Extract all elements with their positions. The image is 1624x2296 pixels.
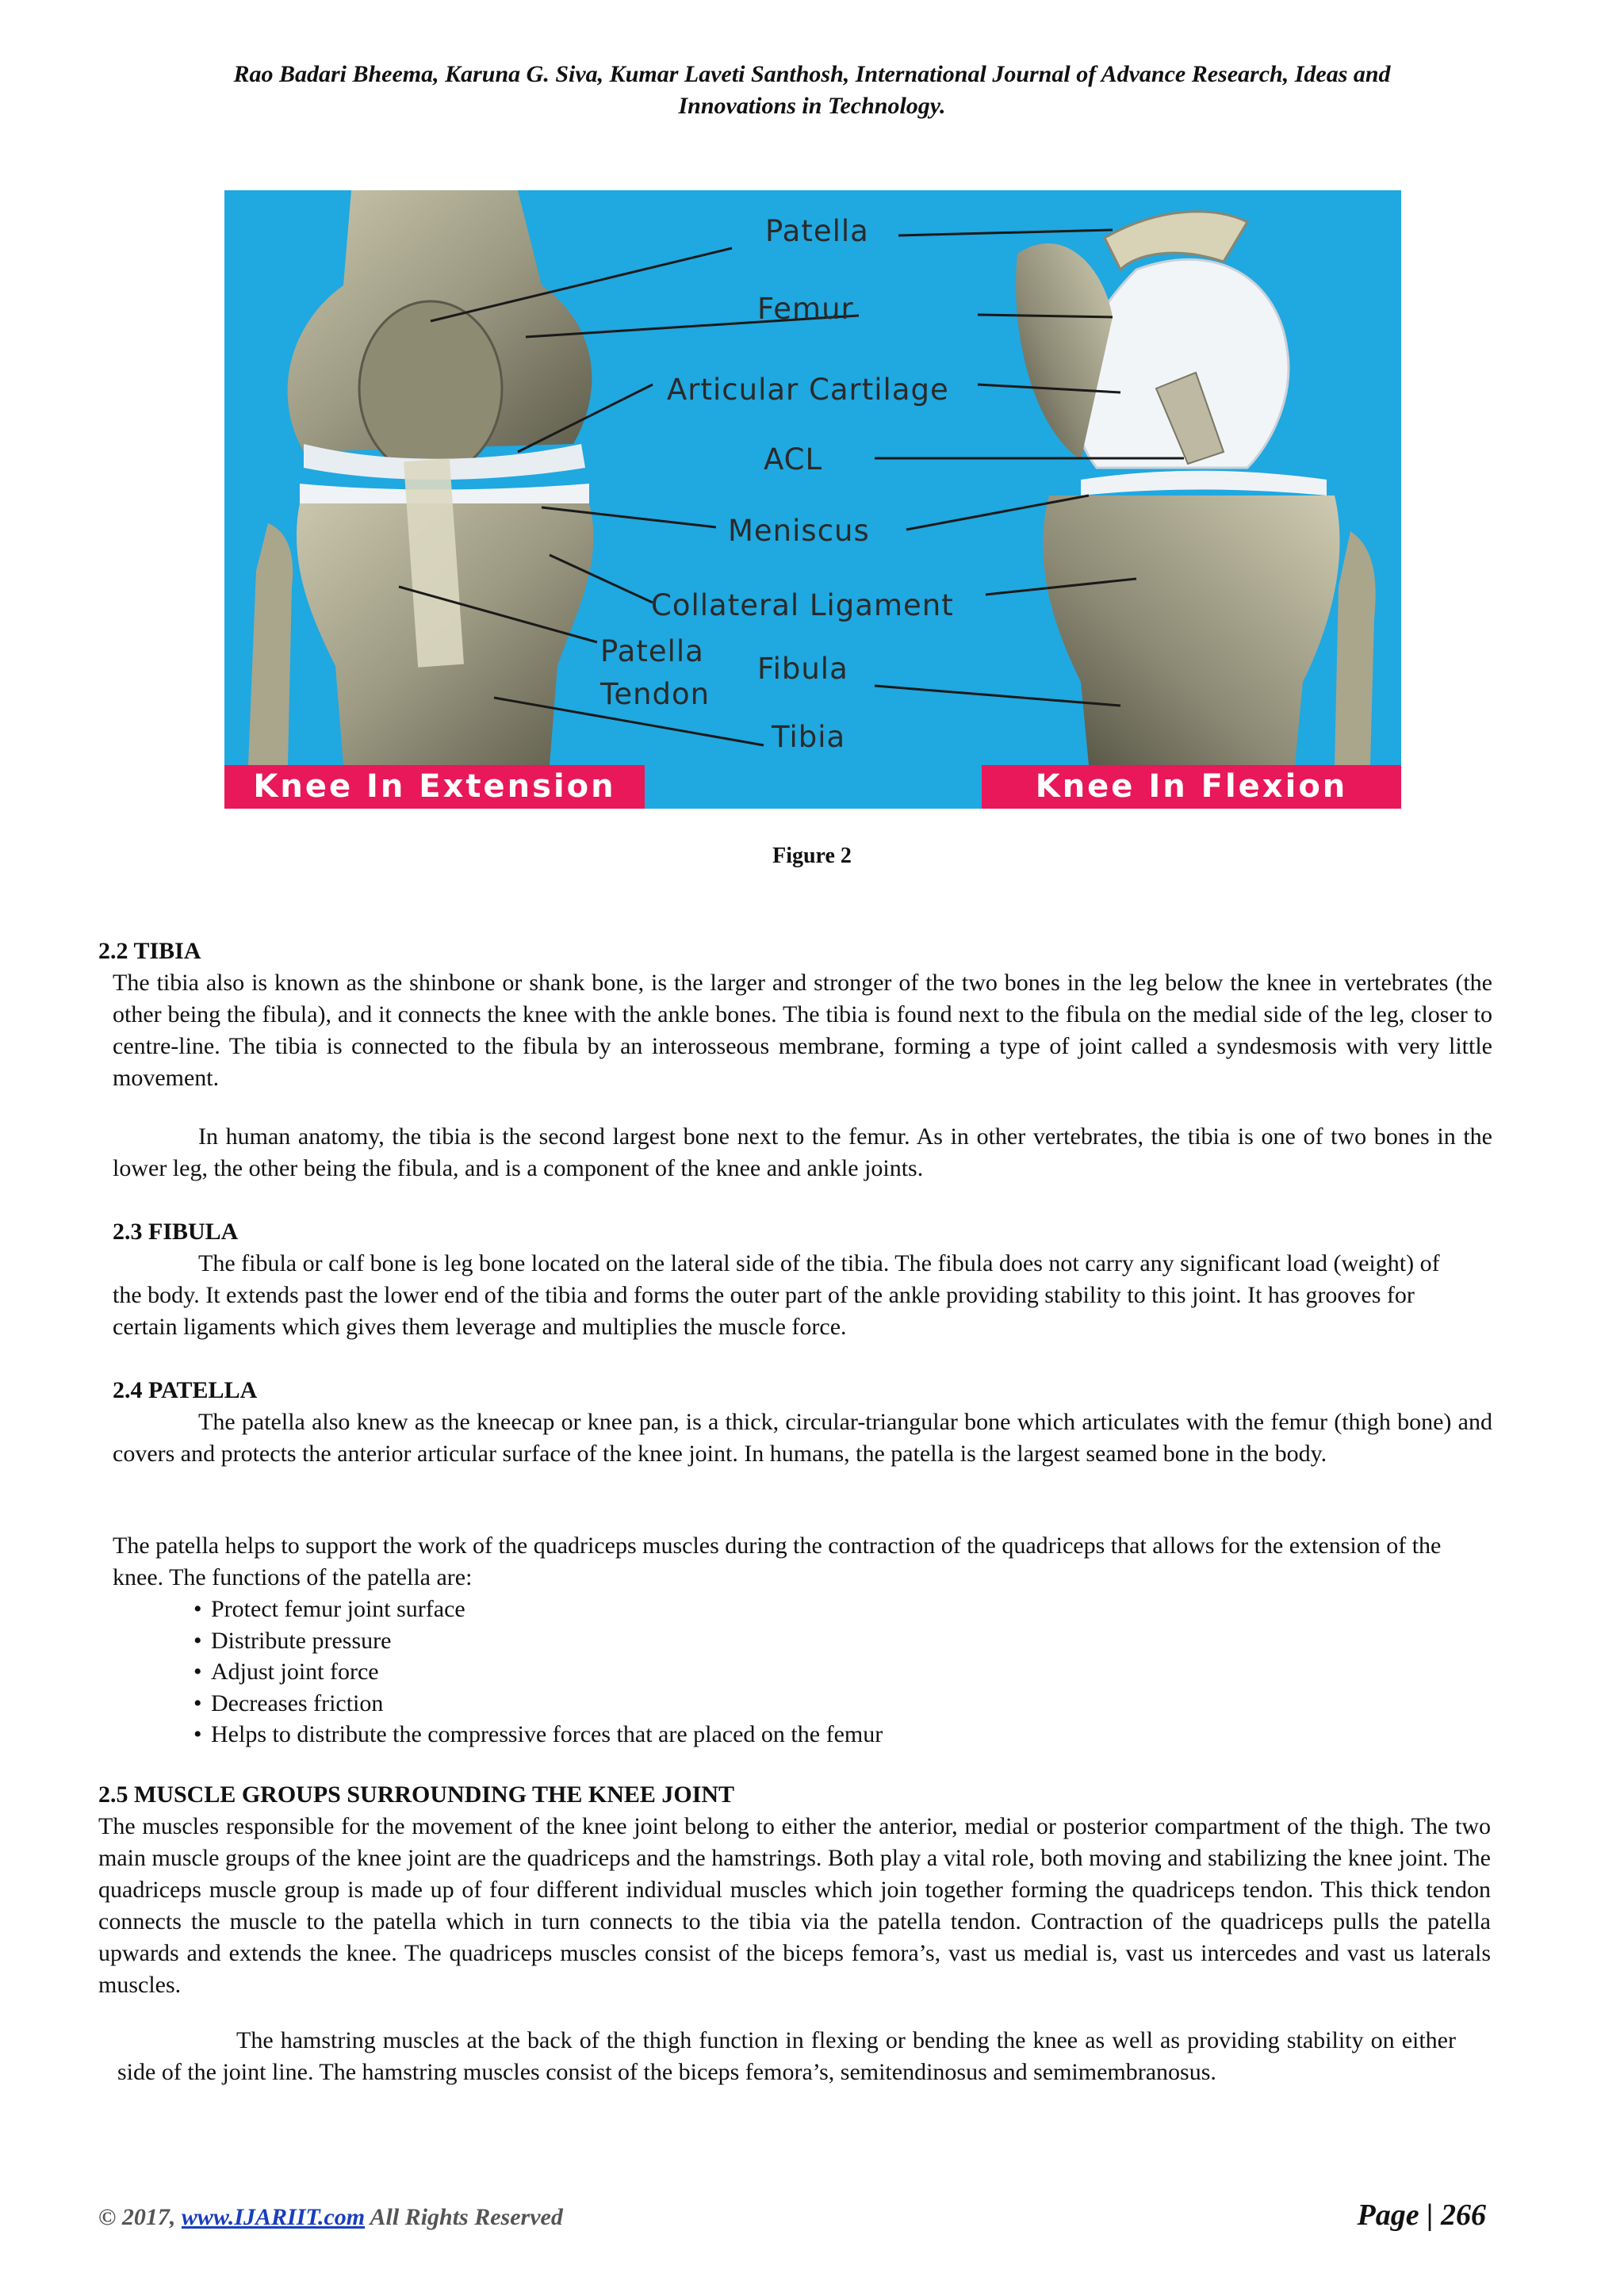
banner-knee-flexion: Knee In Flexion <box>982 765 1401 809</box>
heading-tibia: 2.2 TIBIA <box>98 938 201 964</box>
rights-text: All Rights Reserved <box>370 2204 563 2230</box>
running-header <box>119 59 1505 122</box>
right-meniscus <box>1081 471 1327 496</box>
figure-caption: Figure 2 <box>772 844 852 868</box>
label-articular-cartilage: Articular Cartilage <box>667 373 949 407</box>
label-patella-tendon-1: Patella <box>600 634 704 668</box>
header-line-1: Rao Badari Bheema, Karuna G. Siva, Kumar Laveti Santhosh, International Journal of Advance Research, Ideas and <box>233 61 1391 87</box>
tibia-paragraph-1: The tibia also is known as the shinbone or shank bone, is the larger and stronger of the two bones in the leg below the knee in vertebrates (the other being the fibula), and it connects the knee with the ankle bones. The tibia is found next to the fibula on the medial side of the leg, closer to centre-line. The tibia is connected to the fibula by an interosseous membrane, forming a type of joint called a syndesmosis with very little movement. <box>113 970 1492 1091</box>
label-collateral-ligament: Collateral Ligament <box>651 588 954 622</box>
left-patella <box>359 301 502 476</box>
heading-fibula: 2.3 FIBULA <box>113 1219 239 1245</box>
page-number: Page | 266 <box>1357 2198 1486 2232</box>
site-link[interactable]: www.IJARIIT.com <box>181 2204 366 2230</box>
bullet-icon: • <box>193 1721 202 1747</box>
header-line-2: Innovations in Technology. <box>678 93 946 119</box>
list-item: • Decreases friction <box>193 1688 883 1720</box>
list-item: • Adjust joint force <box>193 1656 883 1688</box>
label-fibula: Fibula <box>757 652 848 686</box>
banner-knee-extension: Knee In Extension <box>224 765 645 809</box>
heading-muscle-groups: 2.5 MUSCLE GROUPS SURROUNDING THE KNEE JOINT <box>98 1781 735 1808</box>
fibula-paragraph-1: The fibula or calf bone is leg bone located on the lateral side of the tibia. The fibula does not carry any significant load (weight) of the body. It extends past the lower end of the tibia and forms the outer part of the ankle providing stability to this joint. It has grooves for certain ligaments which gives them leverage and multiplies the muscle force. <box>113 1250 1440 1340</box>
bullet-icon: • <box>193 1689 202 1716</box>
right-tibia <box>1043 496 1339 765</box>
list-item: • Protect femur joint surface <box>193 1594 883 1625</box>
label-femur: Femur <box>757 292 854 326</box>
patella-paragraph-1: The patella also knew as the kneecap or knee pan, is a thick, circular-triangular bone which articulates with the femur (thigh bone) and covers and protects the anterior articular surface of the knee joint. In humans, the patella is the largest seamed bone in the body. <box>113 1409 1492 1467</box>
left-fibula <box>248 523 293 765</box>
label-tibia: Tibia <box>772 720 846 754</box>
bullet-icon: • <box>193 1659 202 1685</box>
right-fibula <box>1335 531 1376 765</box>
knee-anatomy-figure <box>224 190 1401 809</box>
muscles-paragraph-2: The hamstring muscles at the back of the thigh function in flexing or bending the knee as well as providing stability on either side of the joint line. The hamstring muscles consist of the biceps femora’s, semitendinosus and semimembranosus. <box>117 2027 1456 2085</box>
label-patella: Patella <box>765 214 869 248</box>
label-meniscus: Meniscus <box>728 514 870 548</box>
bullet-icon: • <box>193 1596 202 1622</box>
bullet-icon: • <box>193 1627 202 1654</box>
list-item: • Helps to distribute the compressive forces that are placed on the femur <box>193 1719 883 1751</box>
list-item: • Distribute pressure <box>193 1625 883 1657</box>
label-patella-tendon-2: Tendon <box>600 677 710 711</box>
knee-illustration <box>224 190 1401 809</box>
muscles-paragraph-1: The muscles responsible for the movement of the knee joint belong to either the anterior, medial or posterior compartment of the thigh. The two main muscle groups of the knee joint are the quadriceps and the hamstrings. Both play a vital role, both moving and stabilizing the knee joint. The quadriceps muscle group is made up of four different individual muscles which join together forming the quadriceps tendon. This thick tendon connects the muscle to the patella which in turn connects to the tibia via the patella tendon. Contraction of the quadriceps pulls the patella upwards and extends the knee. The quadriceps muscles consist of the biceps femora’s, vast us medial is, vast us intercedes and vast us laterals muscles. <box>98 1813 1491 1998</box>
footer-copyright <box>98 2204 563 2231</box>
heading-patella: 2.4 PATELLA <box>113 1377 258 1403</box>
label-acl: ACL <box>764 442 823 476</box>
copyright-text: © 2017, <box>98 2204 176 2230</box>
patella-paragraph-2: The patella helps to support the work of the quadriceps muscles during the contraction of the quadriceps that allows for the extension of the knee. The functions of the patella are: <box>113 1533 1442 1590</box>
patella-functions-list <box>193 1594 883 1751</box>
tibia-paragraph-2: In human anatomy, the tibia is the second largest bone next to the femur. As in other vertebrates, the tibia is one of two bones in the lower leg, the other being the fibula, and is a component of the knee and ankle joints. <box>113 1123 1492 1181</box>
